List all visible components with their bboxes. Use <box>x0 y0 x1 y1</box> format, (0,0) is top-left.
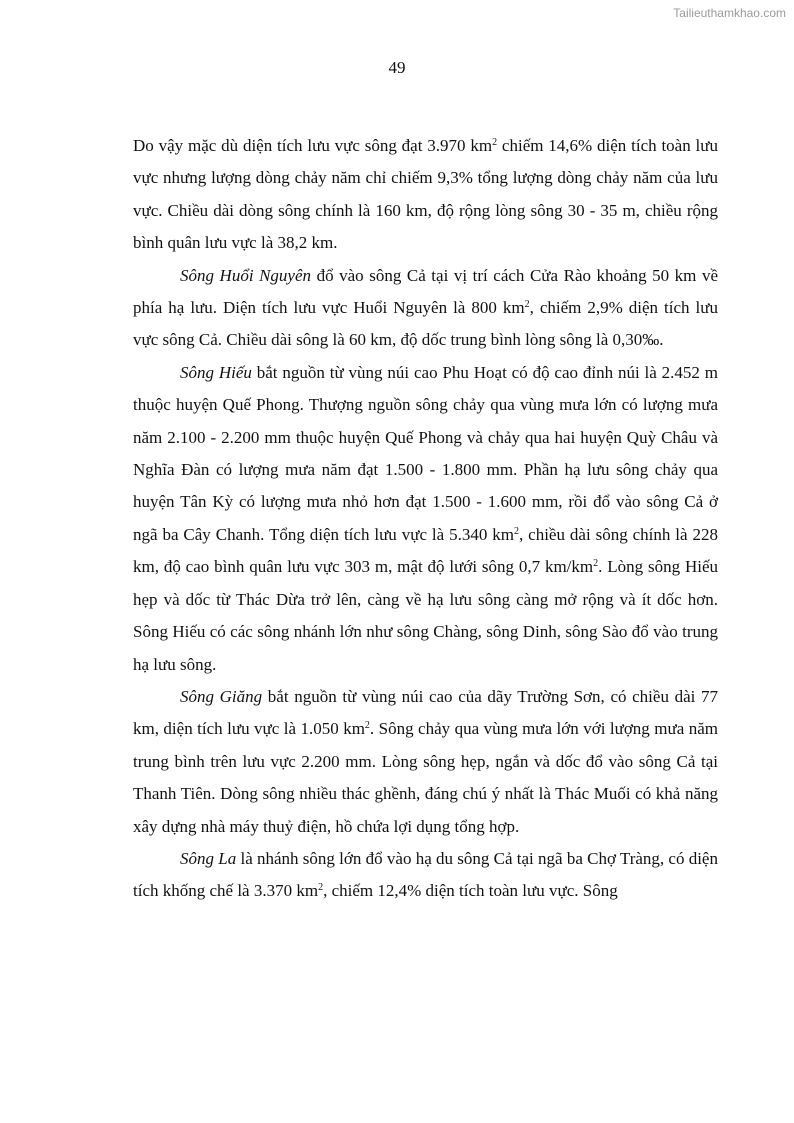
river-name: Sông Hiếu <box>180 362 252 382</box>
superscript: 2 <box>364 720 370 732</box>
paragraph-1 <box>133 130 718 260</box>
text: bắt nguồn từ vùng núi cao Phu Hoạt có độ cao đỉnh núi là 2.452 m thuộc huyện Quế Phong. Thượng nguồn sông chảy qua vùng mưa lớn có lượng mưa năm 2.100 - 2.200 mm thuộc huyện Quế Phong và chảy qua hai huyện Quỳ Châu và Nghĩa Đàn có lượng mưa năm đạt 1.500 - 1.800 mm. Phần hạ lưu sông chảy qua huyện Tân Kỳ có lượng mưa nhỏ hơn đạt 1.500 - 1.600 mm, rồi đổ vào sông Cả ở ngã ba Cây Chanh. Tổng diện tích lưu vực là 5.340 km <box>133 362 718 544</box>
text: bắt nguồn từ vùng núi cao của dãy Trường Sơn, có chiều dài 77 km, diện tích lưu vực là 1.050 km <box>133 686 719 739</box>
document-body <box>133 130 718 908</box>
text: , chiều dài sông chính là 228 km, độ cao bình quân lưu vực 303 m, mật độ lưới sông 0,7 km/km <box>133 524 718 577</box>
paragraph-3 <box>133 357 718 681</box>
river-name: Sông Giăng <box>180 686 263 706</box>
watermark: Tailieuthamkhao.com <box>673 6 786 20</box>
river-name: Sông La <box>180 848 237 868</box>
text: chiếm 14,6% diện tích toàn lưu vực nhưng lượng dòng chảy năm chỉ chiếm 9,3% tổng lượng dòng chảy năm của lưu vực. Chiều dài dòng sông chính là 160 km, độ rộng lòng sông 30 - 35 m, chiều rộng bình quân lưu vực là 38,2 km. <box>133 136 718 253</box>
paragraph-4 <box>133 681 718 843</box>
paragraph-2 <box>133 260 718 357</box>
text: , chiếm 2,9% diện tích lưu vực sông Cả. Chiều dài sông là 60 km, độ dốc trung bình lòng sông là 0,30‰. <box>133 298 718 350</box>
superscript: 2 <box>524 299 530 311</box>
text: đổ vào sông Cả tại vị trí cách Cửa Rào khoảng 50 km về phía hạ lưu. Diện tích lưu vực Huổi Nguyên là 800 km <box>133 265 718 318</box>
page-number: 49 <box>388 58 406 77</box>
paragraph-5 <box>133 843 718 908</box>
river-name: Sông Huổi Nguyên <box>180 265 312 285</box>
text: . Lòng sông Hiếu hẹp và dốc từ Thác Dừa trở lên, càng về hạ lưu sông càng mở rộng và ít dốc hơn. Sông Hiếu có các sông nhánh lớn như sông Chàng, sông Dinh, sông Sào đổ vào trung hạ lưu sông. <box>133 557 718 674</box>
text: , chiếm 12,4% diện tích toàn lưu vực. Sông <box>323 881 618 901</box>
superscript: 2 <box>593 558 599 570</box>
superscript: 2 <box>318 882 324 894</box>
superscript: 2 <box>514 525 519 537</box>
text: . Sông chảy qua vùng mưa lớn với lượng mưa năm trung bình trên lưu vực 2.200 mm. Lòng sông hẹp, ngắn và dốc đổ vào sông Cả tại Thanh Tiên. Dòng sông nhiều thác ghềnh, đáng chú ý nhất là Thác Muối có khả năng xây dựng nhà máy thuỷ điện, hồ chứa lợi dụng tổng hợp. <box>133 719 718 836</box>
text: là nhánh sông lớn đổ vào hạ du sông Cả tại ngã ba Chợ Tràng, có diện tích khống chế là 3.370 km <box>133 848 718 901</box>
text: Do vậy mặc dù diện tích lưu vực sông đạt 3.970 km <box>133 136 493 155</box>
superscript: 2 <box>492 137 498 148</box>
